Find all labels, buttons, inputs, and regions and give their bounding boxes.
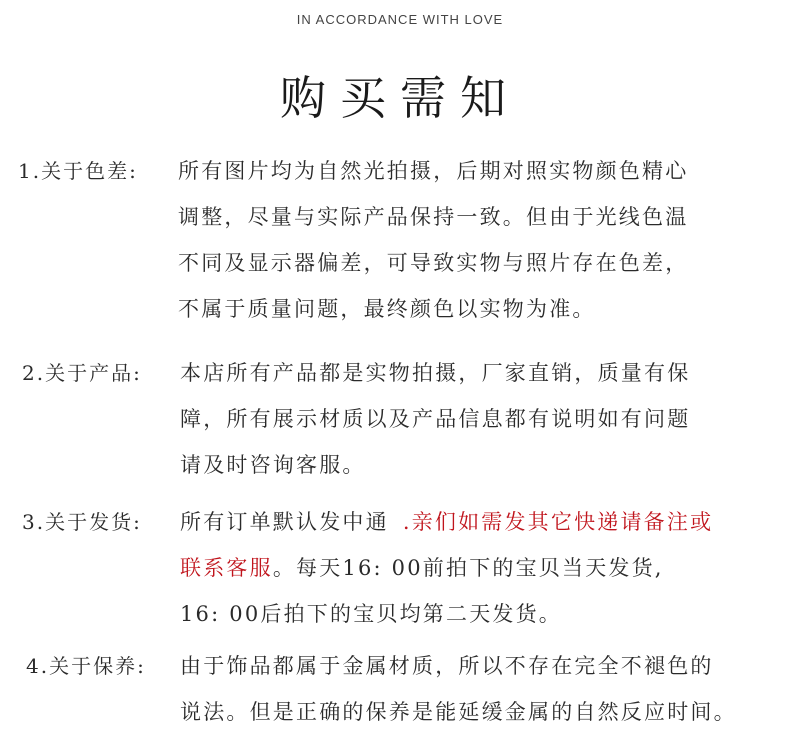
page-title: 购买需知 — [280, 71, 520, 125]
section-text-line: 调整，尽量与实际产品保持一致。但由于光线色温 — [178, 205, 689, 229]
section-text-line: 所有图片均为自然光拍摄，后期对照实物颜色精心 — [178, 159, 689, 183]
section-text-line — [180, 552, 664, 582]
tagline: IN ACCORDANCE WITH LOVE — [296, 12, 504, 27]
section-text-line: 请及时咨询客服。 — [180, 453, 366, 477]
shipping-time-text: 。每天16: 00前拍下的宝贝当天发货, — [272, 556, 664, 580]
section-text-line: 本店所有产品都是实物拍摄，厂家直销，质量有保 — [180, 361, 691, 385]
contact-service-text: 联系客服 — [180, 556, 273, 580]
section-text-line: 16: 00后拍下的宝贝均第二天发货。 — [180, 602, 562, 626]
shipping-notice-text: .亲们如需发其它快递请备注或 — [402, 510, 714, 534]
section-label: 4.关于保养: — [26, 654, 146, 678]
section-text-line: 障，所有展示材质以及产品信息都有说明如有问题 — [180, 407, 691, 431]
shipping-default-text: 所有订单默认发中通 — [180, 510, 389, 534]
section-text-line: 不属于质量问题，最终颜色以实物为准。 — [178, 297, 596, 321]
section-label: 3.关于发货: — [22, 510, 142, 534]
section-label: 2.关于产品: — [22, 361, 142, 385]
section-text-line — [180, 506, 713, 536]
section-label: 1.关于色差: — [18, 159, 138, 183]
section-text-line: 说法。但是正确的保养是能延缓金属的自然反应时间。 — [180, 700, 737, 724]
section-text-line: 由于饰品都属于金属材质，所以不存在完全不褪色的 — [180, 654, 714, 678]
section-text-line: 不同及显示器偏差，可导致实物与照片存在色差， — [178, 251, 689, 275]
